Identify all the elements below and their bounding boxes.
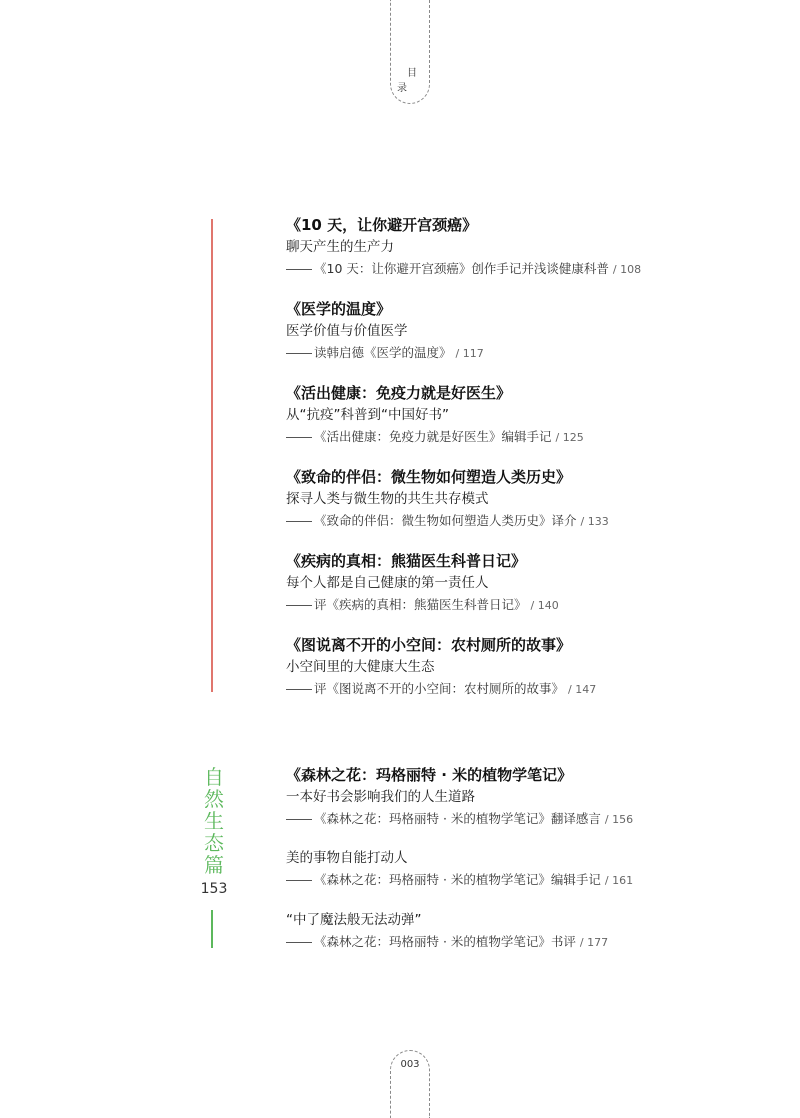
entry-page: / 133 [581, 515, 609, 528]
entry-book-title: 《森林之花：玛格丽特 · 米的植物学笔记》 [286, 766, 573, 784]
entry-book-title: 《图说离不开的小空间：农村厕所的故事》 [286, 636, 572, 654]
entry-page: / 125 [556, 431, 584, 444]
entry-subtitle: 从“抗疫”科普到“中国好书” [286, 407, 449, 423]
em-dash [286, 269, 312, 270]
section-title-nature: 自然生态篇 [204, 765, 224, 877]
em-dash [286, 437, 312, 438]
toc-entry[interactable] [286, 466, 786, 533]
toc-entry[interactable] [286, 634, 786, 701]
header-tab [390, 0, 433, 104]
entry-page: / 108 [613, 263, 641, 276]
entry-subtitle: “中了魔法般无法动弹” [286, 912, 422, 928]
entry-source [286, 594, 786, 617]
toc-entry[interactable] [286, 847, 786, 892]
em-dash [286, 689, 312, 690]
entry-source [286, 426, 786, 449]
entry-subtitle: 探寻人类与微生物的共生共存模式 [286, 491, 489, 507]
entry-source-text: 《森林之花：玛格丽特 · 米的植物学笔记》翻译感言 [314, 811, 601, 826]
entry-source-text: 《10 天：让你避开宫颈癌》创作手记并浅谈健康科普 [314, 261, 609, 276]
entry-page: / 177 [580, 936, 608, 949]
entry-page: / 161 [605, 874, 633, 887]
entry-book-title: 《疾病的真相：熊猫医生科普日记》 [286, 552, 527, 570]
entry-subtitle: 美的事物自能打动人 [286, 850, 408, 866]
entry-source [286, 808, 786, 831]
entry-source-text: 《活出健康：免疫力就是好医生》编辑手记 [314, 429, 552, 444]
entry-subtitle: 每个人都是自己健康的第一责任人 [286, 575, 489, 591]
page-number: 003 [400, 1059, 420, 1070]
entry-source [286, 258, 786, 281]
section-page-number: 153 [200, 881, 228, 897]
entry-source-text: 《森林之花：玛格丽特 · 米的植物学笔记》编辑手记 [314, 872, 601, 887]
entry-source-text: 《致命的伴侣：微生物如何塑造人类历史》译介 [314, 513, 577, 528]
entry-subtitle: 一本好书会影响我们的人生道路 [286, 789, 475, 805]
entry-page: / 147 [568, 683, 596, 696]
toc-entry[interactable] [286, 298, 786, 365]
entry-source [286, 931, 786, 954]
entry-source-text: 评《疾病的真相：熊猫医生科普日记》 [314, 597, 527, 612]
entry-page: / 117 [456, 347, 484, 360]
em-dash [286, 819, 312, 820]
toc-entry[interactable] [286, 909, 786, 954]
toc-entry[interactable] [286, 214, 786, 281]
toc-entry[interactable] [286, 382, 786, 449]
entry-page: / 156 [605, 813, 633, 826]
nature-section-bar [211, 910, 213, 948]
entry-source-text: 读韩启德《医学的温度》 [314, 345, 452, 360]
entry-source [286, 869, 786, 892]
em-dash [286, 880, 312, 881]
toc-entry[interactable] [286, 764, 786, 831]
health-section-bar [211, 219, 213, 692]
entry-book-title: 《医学的温度》 [286, 300, 392, 318]
em-dash [286, 605, 312, 606]
footer-tab [390, 1050, 430, 1118]
toc-entry[interactable] [286, 550, 786, 617]
entry-book-title: 《10 天，让你避开宫颈癌》 [286, 216, 478, 234]
entry-subtitle: 小空间里的大健康大生态 [286, 659, 435, 675]
em-dash [286, 353, 312, 354]
entry-subtitle: 聊天产生的生产力 [286, 239, 394, 255]
entry-book-title: 《致命的伴侣：微生物如何塑造人类历史》 [286, 468, 572, 486]
entry-book-title: 《活出健康：免疫力就是好医生》 [286, 384, 512, 402]
em-dash [286, 521, 312, 522]
em-dash [286, 942, 312, 943]
entry-source-text: 评《图说离不开的小空间：农村厕所的故事》 [314, 681, 565, 696]
entry-source [286, 510, 786, 533]
page-title: 目录 [397, 68, 433, 94]
entry-source [286, 342, 786, 365]
entry-source-text: 《森林之花：玛格丽特 · 米的植物学笔记》书评 [314, 934, 576, 949]
entry-source [286, 678, 786, 701]
entry-subtitle: 医学价值与价值医学 [286, 323, 408, 339]
entry-page: / 140 [531, 599, 559, 612]
